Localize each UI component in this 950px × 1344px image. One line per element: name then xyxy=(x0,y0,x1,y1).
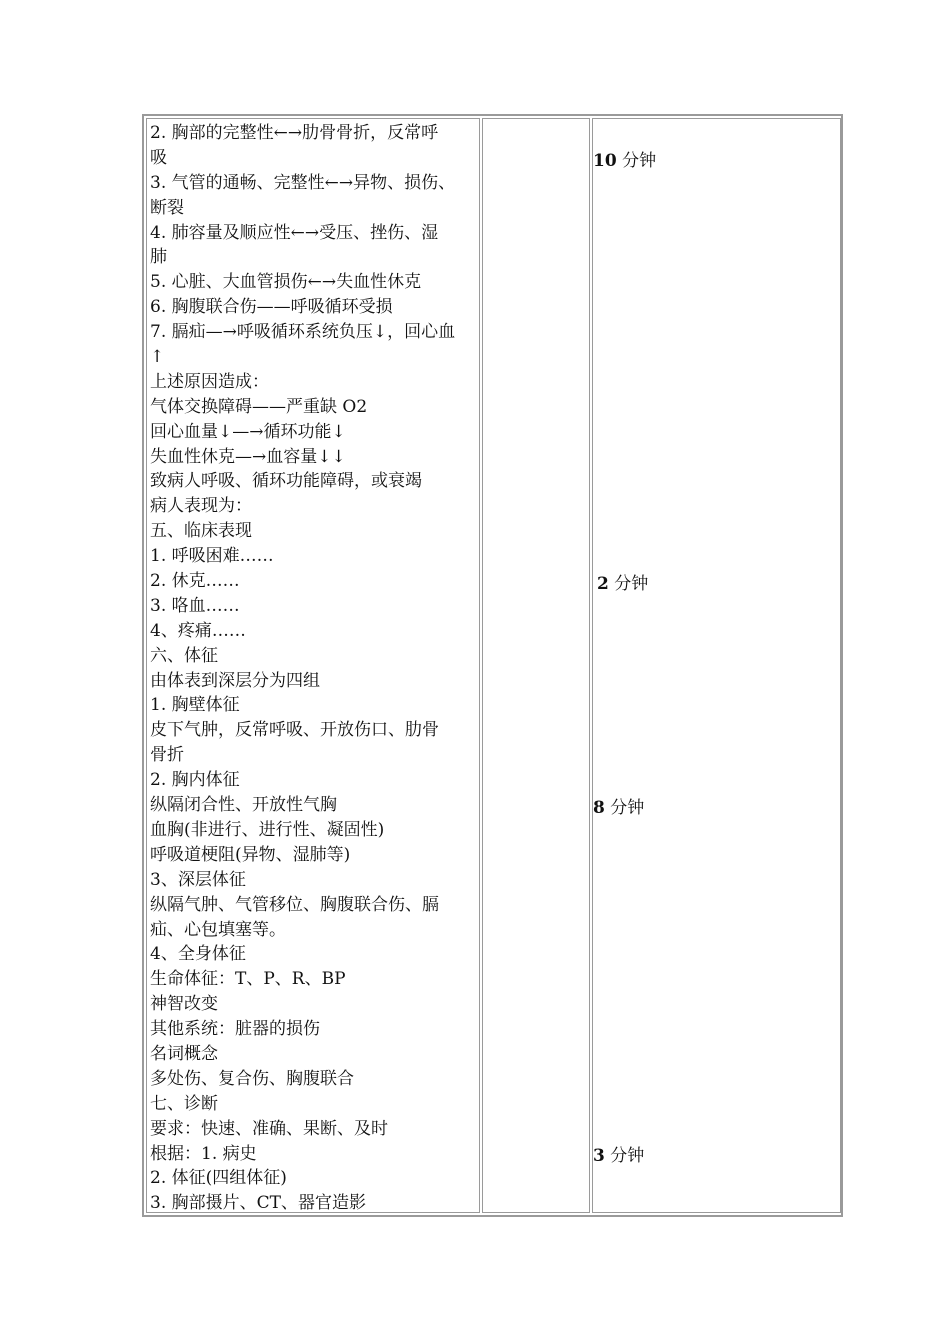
time-label: 8 分钟 xyxy=(593,798,645,818)
content-line: 六、体征 xyxy=(150,645,218,666)
content-line: 1. 胸壁体征 xyxy=(150,695,240,716)
lesson-plan-table xyxy=(142,114,843,1217)
content-line: 肺 xyxy=(150,247,167,268)
content-line: 上述原因造成： xyxy=(150,371,269,392)
content-line: 多处伤、复合伤、胸腹联合 xyxy=(150,1068,354,1089)
content-line: 2. 胸内体征 xyxy=(150,770,240,791)
content-line: 纵隔闭合性、开放性气胸 xyxy=(150,795,337,816)
content-line: 由体表到深层分为四组 xyxy=(150,670,320,691)
time-label: 3 分钟 xyxy=(593,1146,645,1166)
content-line: 疝、心包填塞等。 xyxy=(150,919,286,940)
content-line: 3. 胸部摄片、CT、器官造影 xyxy=(150,1193,366,1214)
content-line: 4、疼痛…… xyxy=(150,620,246,641)
content-line: 7. 膈疝—→呼吸循环系统负压↓，回心血 xyxy=(150,322,456,343)
content-line: 回心血量↓—→循环功能↓ xyxy=(150,421,346,442)
content-line: 纵隔气肿、气管移位、胸腹联合伤、膈 xyxy=(150,894,439,915)
content-line: 呼吸道梗阻(异物、湿肺等) xyxy=(150,844,351,865)
content-line: 3. 气管的通畅、完整性←→异物、损伤、 xyxy=(150,172,456,193)
content-line: 失血性休克—→血容量↓↓ xyxy=(150,446,346,467)
content-line: 致病人呼吸、循环功能障碍，或衰竭 xyxy=(150,471,422,492)
content-column xyxy=(146,118,480,1213)
content-line: 血胸(非进行、进行性、凝固性) xyxy=(150,819,385,840)
content-line: 神智改变 xyxy=(150,994,218,1015)
content-line: 名词概念 xyxy=(150,1043,218,1064)
content-line: 2. 体征(四组体征) xyxy=(150,1168,287,1189)
content-line: 五、临床表现 xyxy=(150,521,252,542)
time-column xyxy=(592,118,841,1213)
content-line: 病人表现为： xyxy=(150,496,252,517)
content-line: 6. 胸腹联合伤——呼吸循环受损 xyxy=(150,297,393,318)
time-label: 10 分钟 xyxy=(593,151,657,171)
content-line: ↑ xyxy=(150,347,165,368)
content-line: 骨折 xyxy=(150,745,184,766)
content-line: 3、深层体征 xyxy=(150,869,246,890)
content-line: 1. 呼吸困难…… xyxy=(150,546,274,567)
content-line: 3. 咯血…… xyxy=(150,595,240,616)
content-line: 断裂 xyxy=(150,197,184,218)
time-label: 2 分钟 xyxy=(597,574,649,594)
content-line: 生命体征：T、P、R、BP xyxy=(150,969,346,990)
content-line: 5. 心脏、大血管损伤←→失血性休克 xyxy=(150,272,422,293)
content-line: 4. 肺容量及顺应性←→受压、挫伤、湿 xyxy=(150,222,439,243)
content-line: 2. 胸部的完整性←→肋骨骨折，反常呼 xyxy=(150,123,439,143)
content-lines xyxy=(150,121,480,1216)
content-line: 吸 xyxy=(150,147,167,168)
content-line: 七、诊断 xyxy=(150,1093,218,1114)
content-line: 其他系统：脏器的损伤 xyxy=(150,1019,320,1040)
content-line: 2. 休克…… xyxy=(150,571,240,592)
content-line: 皮下气肿，反常呼吸、开放伤口、肋骨 xyxy=(150,720,439,741)
content-line: 气体交换障碍——严重缺 O2 xyxy=(150,396,368,417)
content-line: 根据：1. 病史 xyxy=(150,1143,257,1164)
content-line: 要求：快速、准确、果断、及时 xyxy=(150,1118,388,1139)
method-column xyxy=(482,118,590,1213)
content-line: 4、全身体征 xyxy=(150,944,246,965)
